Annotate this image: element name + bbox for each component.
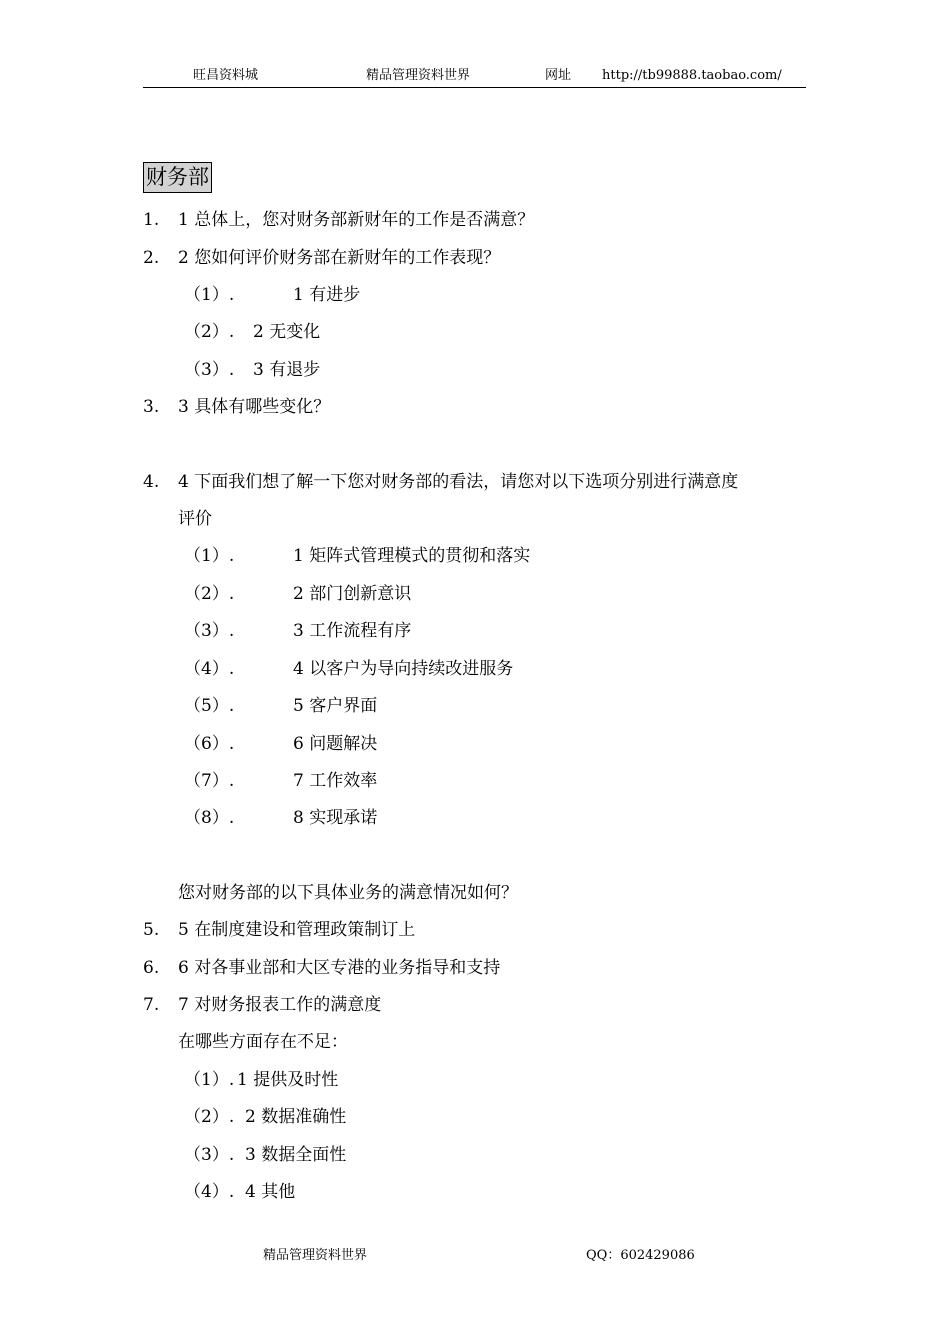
section-title: 财务部 bbox=[143, 162, 212, 193]
option-index: （3）. bbox=[184, 621, 235, 641]
header-divider bbox=[143, 87, 806, 88]
option-text: 1 有进步 bbox=[293, 285, 361, 305]
footer-qq: QQ：602429086 bbox=[586, 1248, 695, 1263]
question-number: 2. bbox=[143, 248, 160, 268]
followup-text: 在哪些方面存在不足： bbox=[178, 1032, 348, 1052]
option-index: （1）. bbox=[184, 546, 235, 566]
header-url-link[interactable]: http://tb99888.taobao.com/ bbox=[602, 68, 782, 83]
option-index: （1）. bbox=[184, 285, 235, 305]
footer-slogan: 精品管理资料世界 bbox=[263, 1248, 368, 1263]
option-index: （4）. bbox=[184, 1182, 235, 1202]
option-text: 5 客户界面 bbox=[293, 696, 378, 716]
option-text: 3 工作流程有序 bbox=[293, 621, 412, 641]
question-text: 5 在制度建设和管理政策制订上 bbox=[178, 920, 416, 940]
header-url-label: 网址 bbox=[545, 68, 572, 83]
question-number: 3. bbox=[143, 397, 160, 417]
question-text: 2 您如何评价财务部在新财年的工作表现？ bbox=[178, 248, 501, 268]
question-number: 5. bbox=[143, 920, 160, 940]
option-text: 1 提供及时性 bbox=[237, 1070, 339, 1090]
option-index: （2）. bbox=[184, 1107, 235, 1127]
option-index: （6）. bbox=[184, 734, 235, 754]
intro-text: 您对财务部的以下具体业务的满意情况如何？ bbox=[178, 883, 518, 903]
option-text: 7 工作效率 bbox=[293, 771, 378, 791]
question-text: 4 下面我们想了解一下您对财务部的看法，请您对以下选项分别进行满意度 bbox=[178, 472, 739, 492]
option-index: （3）. bbox=[184, 1145, 235, 1165]
option-index: （1）. bbox=[184, 1070, 235, 1090]
question-number: 7. bbox=[143, 995, 160, 1015]
option-text: 2 数据准确性 bbox=[245, 1107, 347, 1127]
question-text: 3 具体有哪些变化？ bbox=[178, 397, 331, 417]
option-text: 6 问题解决 bbox=[293, 734, 378, 754]
question-number: 4. bbox=[143, 472, 160, 492]
option-text: 3 数据全面性 bbox=[245, 1145, 347, 1165]
header-site-name: 旺昌资料城 bbox=[193, 68, 259, 83]
question-text: 1 总体上，您对财务部新财年的工作是否满意？ bbox=[178, 210, 535, 230]
option-text: 2 无变化 bbox=[253, 322, 321, 342]
header-slogan: 精品管理资料世界 bbox=[366, 68, 471, 83]
option-index: （3）. bbox=[184, 360, 235, 380]
question-text: 6 对各事业部和大区专港的业务指导和支持 bbox=[178, 958, 501, 978]
option-index: （2）. bbox=[184, 322, 235, 342]
option-text: 2 部门创新意识 bbox=[293, 584, 412, 604]
option-text: 3 有退步 bbox=[253, 360, 321, 380]
option-index: （5）. bbox=[184, 696, 235, 716]
question-number: 6. bbox=[143, 958, 160, 978]
option-text: 1 矩阵式管理模式的贯彻和落实 bbox=[293, 546, 531, 566]
option-index: （2）. bbox=[184, 584, 235, 604]
option-index: （7）. bbox=[184, 771, 235, 791]
option-text: 8 实现承诺 bbox=[293, 808, 378, 828]
question-text-continued: 评价 bbox=[178, 509, 212, 529]
question-number: 1. bbox=[143, 210, 160, 230]
option-index: （4）. bbox=[184, 659, 235, 679]
option-index: （8）. bbox=[184, 808, 235, 828]
option-text: 4 以客户为导向持续改进服务 bbox=[293, 659, 514, 679]
option-text: 4 其他 bbox=[245, 1182, 296, 1202]
question-text: 7 对财务报表工作的满意度 bbox=[178, 995, 382, 1015]
